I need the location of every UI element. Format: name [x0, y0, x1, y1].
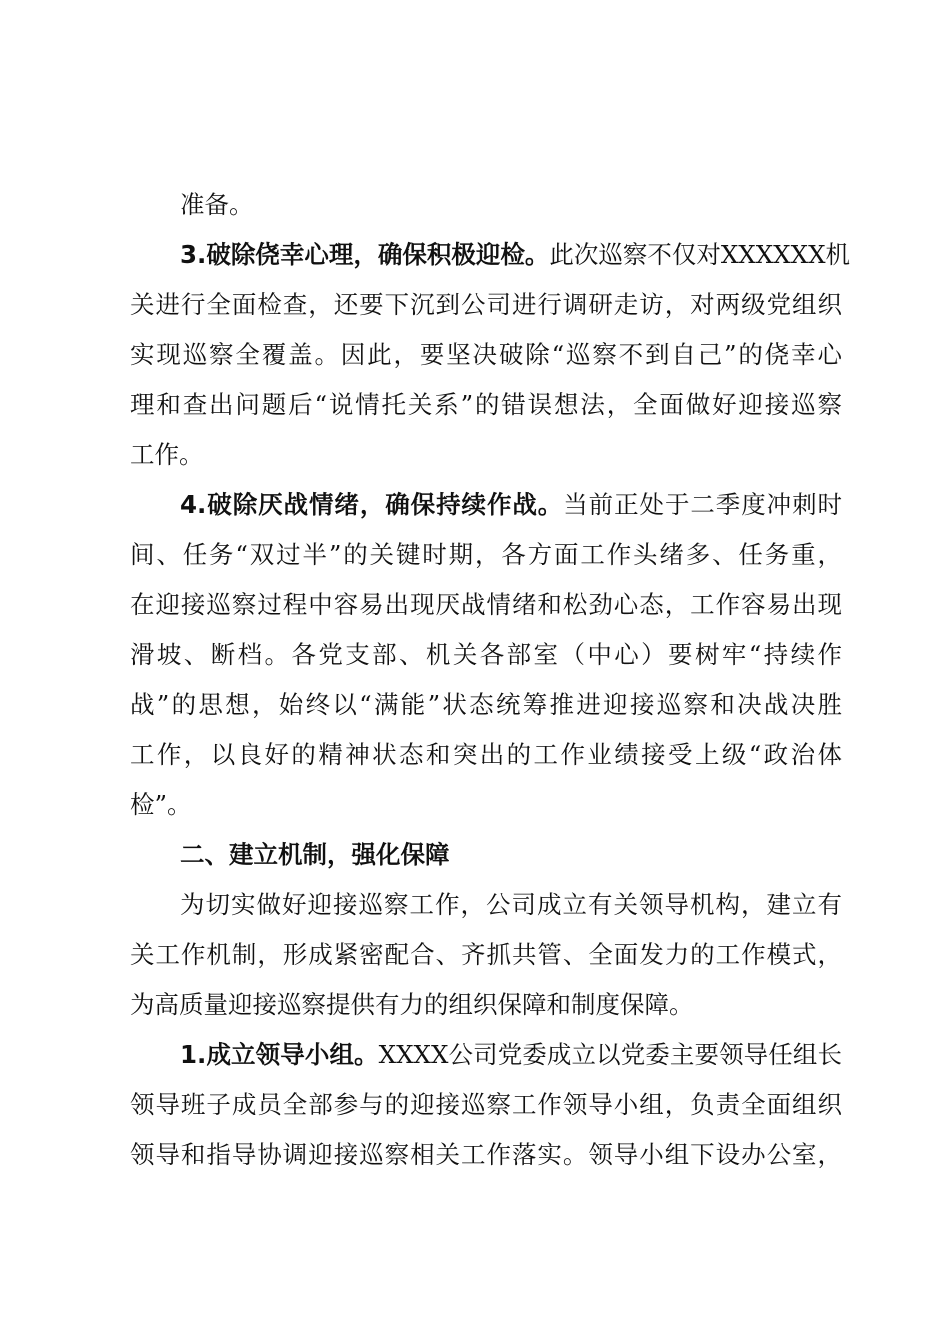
paragraph-line: 战”的思想，始终以“满能”状态统筹推进迎接巡察和决战决胜 [130, 690, 842, 719]
paragraph-line [180, 480, 842, 530]
paragraph-line: 实现巡察全覆盖。因此，要坚决破除“巡察不到自己”的侥幸心 [130, 340, 842, 369]
paragraph-line: 检”。 [130, 790, 192, 819]
paragraph-line [180, 230, 851, 280]
paragraph-line: 为高质量迎接巡察提供有力的组织保障和制度保障。 [130, 990, 694, 1019]
section-heading-4: 4.破除厌战情绪，确保持续作战。 [180, 490, 564, 519]
paragraph-line: 工作。 [130, 440, 204, 469]
chapter-heading: 二、建立机制，强化保障 [180, 840, 450, 869]
section-heading-1: 1.成立领导小组。 [180, 1040, 379, 1069]
paragraph-line [180, 1030, 842, 1080]
paragraph-line: 关进行全面检查，还要下沉到公司进行调研走访，对两级党组织 [130, 290, 842, 319]
body-text: 此次巡察不仅对XXXXXX机 [549, 240, 851, 269]
paragraph-line [180, 180, 842, 230]
paragraph-line: 关工作机制，形成紧密配合、齐抓共管、全面发力的工作模式， [130, 940, 842, 969]
paragraph-line: 领导班子成员全部参与的迎接巡察工作领导小组，负责全面组织 [130, 1090, 842, 1119]
paragraph-line: 工作，以良好的精神状态和突出的工作业绩接受上级“政治体 [130, 740, 842, 769]
body-text: XXXX公司党委成立以党委主要领导任组长 [378, 1040, 842, 1069]
paragraph-line: 滑坡、断档。各党支部、机关各部室（中心）要树牢“持续作 [130, 640, 842, 669]
body-text: 当前正处于二季度冲刺时 [563, 490, 843, 519]
paragraph-line: 在迎接巡察过程中容易出现厌战情绪和松劲心态，工作容易出现 [130, 590, 842, 619]
paragraph-line: 为切实做好迎接巡察工作，公司成立有关领导机构，建立有 [180, 890, 842, 919]
paragraph-line: 间、任务“双过半”的关键时期，各方面工作头绪多、任务重， [130, 540, 842, 569]
paragraph-line: 领导和指导协调迎接巡察相关工作落实。领导小组下设办公室， [130, 1140, 842, 1169]
section-heading-3: 3.破除侥幸心理，确保积极迎检。 [180, 240, 550, 269]
body-text: 准备。 [180, 190, 254, 219]
paragraph-line: 理和查出问题后“说情托关系”的错误想法，全面做好迎接巡察 [130, 390, 842, 419]
